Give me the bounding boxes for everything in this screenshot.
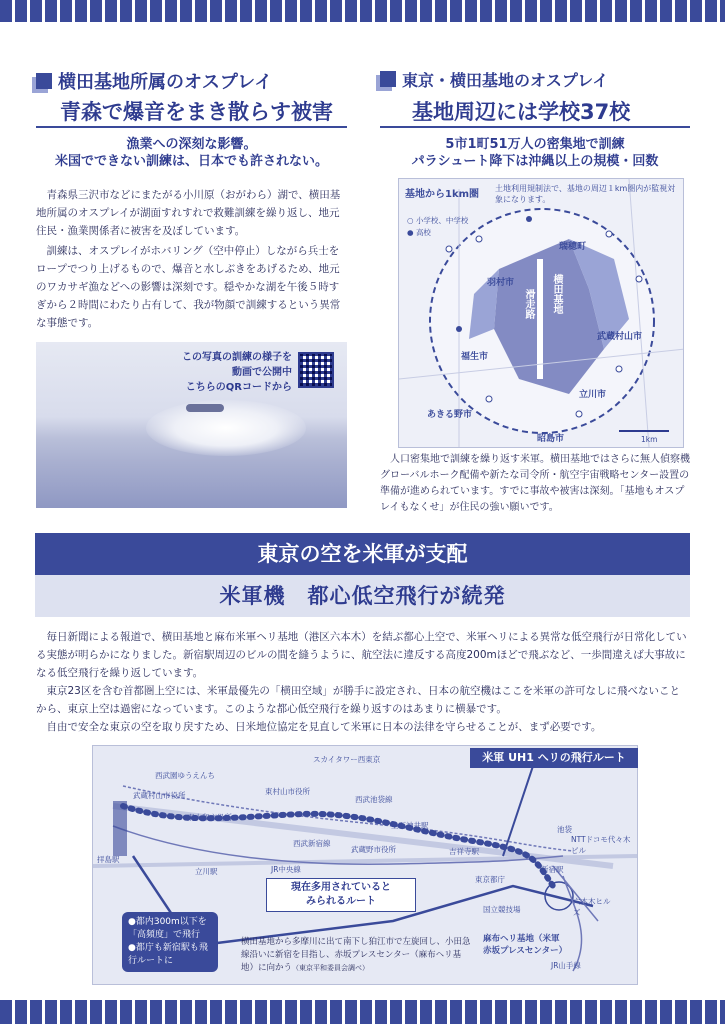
left-paragraph-2: 訓練は、オスプレイがホバリング（空中停止）しながら兵士をロープでつり上げるもので、爆音と水しぶきをあげるため、地元のワカサギ漁などへの影響は深刻です。穏やかな湖を午後５時すぎから２時間にわたり占有して、我が物顔で訓練するという異常な事態です。 <box>36 245 341 329</box>
section-banner: 東京の空を米軍が支配 <box>35 533 690 575</box>
left-subheading <box>36 136 347 170</box>
city-fussa: 福生市 <box>461 352 489 362</box>
photo-caption <box>168 350 292 395</box>
place-roppongi-hills: 六本木ヒルズ <box>573 897 611 917</box>
place-jr-chuo-line: JR中央線 <box>271 865 301 874</box>
right-sub-line-1: 5市1町51万人の密集地で訓練 <box>445 137 625 152</box>
place-jr-yamanote-line: JR山手線 <box>551 961 581 970</box>
place-shinjuku-station: 新宿駅 <box>541 865 564 874</box>
place-ikebukuro: 池袋 <box>557 825 572 834</box>
runway <box>537 259 543 379</box>
school-marker <box>636 276 642 282</box>
place-tachikawa-station: 立川駅 <box>195 867 218 876</box>
highschool-marker <box>526 216 532 222</box>
school-marker <box>576 411 582 417</box>
school-marker <box>486 396 492 402</box>
route-label: 米軍 UH1 ヘリの飛行ルート <box>470 748 638 768</box>
qr-code-icon[interactable] <box>298 352 334 388</box>
place-seibuen: 西武園ゆうえんち <box>155 771 215 780</box>
school-marker <box>476 236 482 242</box>
bottom-paragraph-3: 自由で安全な東京の空を取り戻すため、日米地位協定を見直して米軍に日本の法律を守らせることが、まず必要です。 <box>46 721 602 733</box>
school-marker <box>616 366 622 372</box>
place-kamishakujii: 上石神井駅 <box>391 821 429 830</box>
water-spray <box>146 400 306 456</box>
right-sub-line-2: パラシュート降下は沖縄以上の規模・回数 <box>411 154 659 169</box>
right-heading-2: 基地周辺には学校37校 <box>412 100 631 124</box>
place-higashimurayama-cityhall: 東村山市役所 <box>265 787 310 796</box>
bottom-stripe <box>0 1000 725 1024</box>
place-musashimurayama-cityhall: 武蔵村山市役所 <box>133 791 186 800</box>
city-musashimurayama: 武蔵村山市 <box>597 332 643 342</box>
right-subheading <box>380 136 690 170</box>
place-seibu-shinjuku-line: 西武新宿線 <box>293 839 331 848</box>
yokota-area-map <box>398 178 684 448</box>
route-fact-1: ●都内300m以下を「高頻度」で飛行 <box>128 917 207 940</box>
place-haijima: 拝島駅 <box>97 855 120 864</box>
osprey-photo <box>36 342 347 508</box>
left-sub-line-2: 米国でできない訓練は、日本でも許されない。 <box>54 154 328 169</box>
city-tachikawa: 立川市 <box>579 390 607 400</box>
route-fact-2: ●都庁も新宿駅も飛行ルートに <box>128 943 208 966</box>
city-akiruno: あきる野市 <box>427 410 473 420</box>
yokota-base-marker <box>113 801 127 856</box>
section-subtitle: 米軍機 都心低空飛行が続発 <box>35 575 690 617</box>
right-caption: 人口密集地で訓練を繰り返す米軍。横田基地ではさらに無人偵察機グローバルホーク配備や新たな司令所・航空宇宙戦略センター設置の準備が進められています。すでに事故や被害は深刻。「基地もオスプレイもなくせ」が住民の強い願いです。 <box>380 454 690 513</box>
photo-caption-line-1: この写真の訓練の様子を <box>182 352 292 363</box>
base-label: 横田基地 <box>551 274 562 314</box>
school-marker <box>606 231 612 237</box>
right-heading-1: 東京・横田基地のオスプレイ <box>380 68 608 91</box>
left-heading-2: 青森で爆音をまき散らす被害 <box>60 100 333 124</box>
runway-label: 滑走路 <box>523 289 534 319</box>
osprey-aircraft <box>186 404 224 412</box>
place-higashiyamato-cityhall: 東大和市役所 <box>187 813 232 822</box>
city-hamura: 羽村市 <box>487 278 515 288</box>
place-azabu-heliport: 麻布ヘリ基地（米軍赤坂プレスセンター） <box>483 934 568 956</box>
place-tokyo-metro-gov: 東京都庁 <box>475 875 505 884</box>
place-ntt-docomo-building: NTTドコモ代々木ビル <box>571 835 631 855</box>
legend-highschool: ● 高校 <box>407 228 431 237</box>
left-heading-1: 横田基地所属のオスプレイ <box>36 68 272 94</box>
scale-label: 1km <box>641 435 658 444</box>
square-bullet-icon <box>380 71 396 87</box>
map-title: 基地から1km圏 <box>405 189 480 200</box>
right-heading-rule <box>380 126 690 128</box>
square-bullet-icon <box>36 73 52 89</box>
map-note: 土地利用規制法で、基地の周辺１km圏内が監視対象になります。 <box>495 184 676 204</box>
place-seibu-ikebukuro-line: 西武池袋線 <box>355 795 393 804</box>
top-stripe <box>0 0 725 22</box>
bottom-paragraph-2: 東京23区を含む首都圏上空には、米軍最優先の「横田空域」が勝手に設定され、日本の航空機はここを米軍の許可なしに飛べないことから、東京上空は過密になっています。このような都心低空飛行を繰り返すのはあまりに横暴です。 <box>36 685 680 715</box>
left-paragraph-1: 青森県三沢市などにまたがる小川原（おがわら）湖で、横田基地所属のオスプレイが湖面すれすれで救難訓練を繰り返し、地元住民・漁業関係者に被害を及ぼしています。 <box>36 189 341 237</box>
current-route-box: 現在多用されていると みられるルート <box>266 878 416 912</box>
highschool-marker <box>456 326 462 332</box>
bottom-paragraph-1: 毎日新聞による報道で、横田基地と麻布米軍ヘリ基地（港区六本木）を結ぶ都心上空で、米軍ヘリによる異常な低空飛行が日常化している実態が明らかになりました。新宿駅周辺のビルの間を縫うように、航空法に違反する高度200mほどで飛ぶなど、一歩間違えば大事故になる低空飛行を繰り返しています。 <box>36 631 687 679</box>
place-national-stadium: 国立競技場 <box>483 905 521 914</box>
place-musashino-cityhall: 武蔵野市役所 <box>351 845 396 854</box>
photo-caption-line-2: 動画で公開中 <box>232 367 292 378</box>
left-heading-rule <box>36 126 347 128</box>
route-note: 横田基地から多摩川に出て南下し狛江市で左旋回し、小田急線沿いに新宿を目指し、赤坂プレスセンター（麻布ヘリ基地）に向かう（東京平和委員会調べ） <box>241 937 471 973</box>
place-kichijoji: 吉祥寺駅 <box>449 847 479 856</box>
photo-caption-line-3: こちらのQRコードから <box>185 382 292 393</box>
school-marker <box>446 246 452 252</box>
legend-school: ○ 小学校、中学校 <box>407 216 469 225</box>
route-facts-box <box>122 912 218 972</box>
city-akishima: 昭島市 <box>537 434 565 444</box>
left-sub-line-1: 漁業への深刻な影響。 <box>126 137 257 152</box>
place-skytower: スカイタワー西東京 <box>313 755 381 764</box>
city-mizuho: 瑞穂町 <box>559 242 587 252</box>
